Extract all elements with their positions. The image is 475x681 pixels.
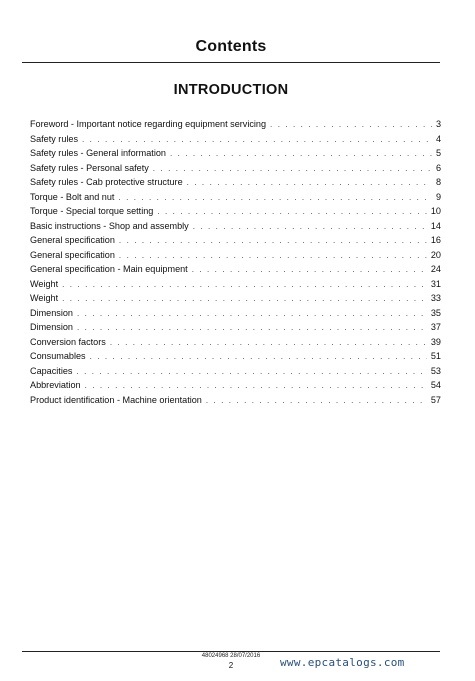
toc-entry-title: Dimension [30,322,73,332]
toc-entry-page: 9 [435,191,441,202]
toc-dot-leader [206,394,427,408]
toc-entry[interactable] [30,364,441,379]
toc-entry-page: 24 [430,264,441,274]
toc-dot-leader [193,220,427,234]
toc-entry-title: Foreword - Important notice regarding equipment servicing [30,119,267,129]
toc-entry-page: 53 [430,365,441,376]
footer-document-id: 48024968 28/07/2016 [201,653,261,659]
table-of-contents [30,117,441,407]
toc-entry-page: 16 [430,235,441,245]
toc-entry-page: 35 [430,307,441,318]
toc-entry-title: Torque - Special torque setting [30,206,154,216]
toc-entry-title: Consumables [30,351,86,361]
toc-entry[interactable] [30,378,441,393]
toc-entry[interactable] [30,277,441,292]
toc-entry[interactable] [30,204,441,219]
toc-entry[interactable] [30,248,441,263]
toc-entry[interactable] [30,393,441,408]
toc-dot-leader [77,321,427,335]
toc-dot-leader [76,365,426,379]
toc-entry-page: 51 [430,351,441,361]
toc-entry[interactable] [30,161,441,176]
toc-entry-title: Weight [30,278,59,289]
toc-dot-leader [187,176,432,190]
toc-dot-leader [62,278,427,292]
toc-entry-page: 20 [430,249,441,260]
toc-dot-leader [119,249,427,263]
toc-entry[interactable] [30,117,441,132]
toc-dot-leader [170,147,432,161]
toc-entry[interactable] [30,233,441,248]
toc-dot-leader [118,191,432,205]
toc-entry-page: 5 [435,148,441,158]
toc-entry-page: 39 [430,336,441,347]
toc-entry-title: Safety rules [30,133,79,144]
toc-entry[interactable] [30,320,441,335]
title-divider [22,62,440,63]
toc-entry-page: 33 [430,293,441,303]
toc-dot-leader [110,336,427,350]
toc-entry-title: Safety rules - Personal safety [30,162,149,173]
toc-entry-page: 3 [435,119,441,129]
toc-entry[interactable] [30,190,441,205]
toc-entry-title: Conversion factors [30,336,106,347]
toc-entry-page: 8 [435,177,441,187]
toc-entry[interactable] [30,146,441,161]
toc-entry-title: General specification [30,249,115,260]
toc-entry-page: 37 [430,322,441,332]
watermark-url: www.epcatalogs.com [280,656,405,669]
toc-entry[interactable] [30,306,441,321]
toc-entry-page: 4 [435,133,441,144]
page-title: Contents [195,38,267,55]
footer-divider [22,651,440,652]
toc-dot-leader [62,292,427,306]
toc-entry-title: Weight [30,293,59,303]
toc-dot-leader [82,133,432,147]
toc-entry-title: General specification - Main equipment [30,264,188,274]
toc-entry[interactable] [30,262,441,277]
toc-entry-title: Safety rules - General information [30,148,166,158]
toc-entry-page: 14 [430,220,441,231]
toc-entry-title: Product identification - Machine orientation [30,394,202,405]
toc-dot-leader [157,205,427,219]
toc-entry[interactable] [30,335,441,350]
toc-entry-page: 6 [435,162,441,173]
toc-entry-title: Torque - Bolt and nut [30,191,115,202]
footer-page-number: 2 [228,661,234,670]
toc-dot-leader [119,234,427,248]
toc-dot-leader [192,263,427,277]
toc-entry-page: 31 [430,278,441,289]
toc-entry[interactable] [30,132,441,147]
toc-dot-leader [270,118,432,132]
toc-entry-page: 10 [430,206,441,216]
toc-entry[interactable] [30,219,441,234]
section-heading: INTRODUCTION [173,82,289,98]
toc-dot-leader [90,350,427,364]
toc-entry[interactable] [30,291,441,306]
toc-entry-page: 54 [430,380,441,390]
toc-dot-leader [153,162,432,176]
toc-entry-title: Safety rules - Cab protective structure [30,177,183,187]
toc-entry[interactable] [30,349,441,364]
toc-entry-page: 57 [430,394,441,405]
toc-entry[interactable] [30,175,441,190]
toc-entry-title: Basic instructions - Shop and assembly [30,220,189,231]
toc-entry-title: Abbreviation [30,380,81,390]
toc-dot-leader [85,379,427,393]
toc-dot-leader [77,307,427,321]
toc-entry-title: Capacities [30,365,73,376]
toc-entry-title: General specification [30,235,115,245]
toc-entry-title: Dimension [30,307,73,318]
